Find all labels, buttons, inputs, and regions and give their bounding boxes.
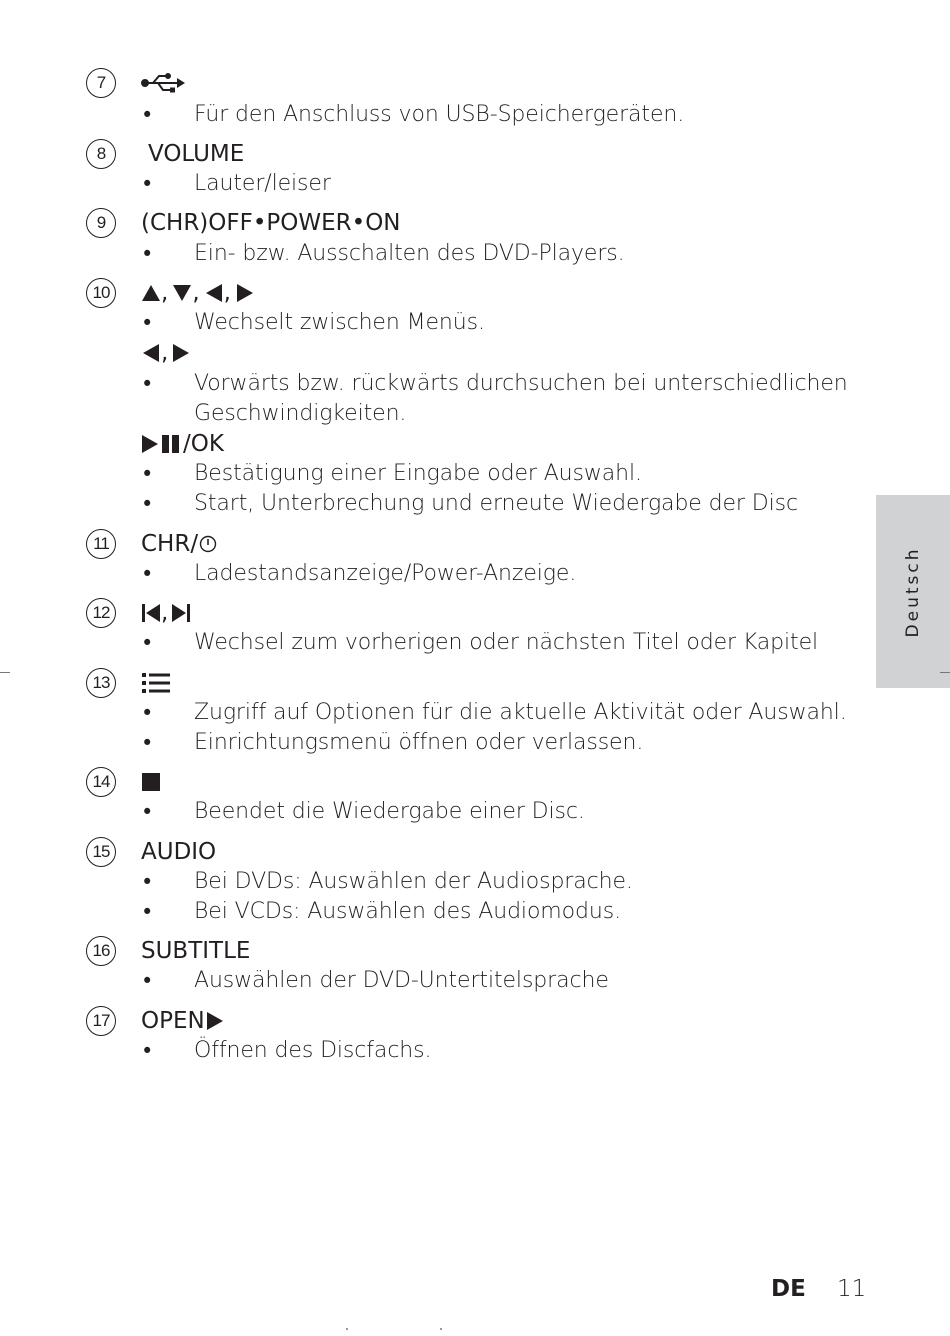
item-8-heading: VOLUME [148, 141, 245, 167]
bullet: • [141, 372, 154, 396]
item-7-bullet-1: Für den Anschluss von USB-Speichergeräten. [194, 102, 685, 127]
item-17-heading-text: OPEN [141, 1008, 205, 1034]
item-9-bullet-1: Ein- bzw. Ausschalten des DVD-Players. [194, 241, 625, 266]
separator: , [161, 280, 169, 306]
play-pause-icon [141, 434, 183, 454]
item-number-15: 15 [86, 837, 116, 867]
usb-icon [141, 68, 185, 98]
power-icon [199, 535, 217, 553]
bullet: • [141, 800, 154, 824]
item-13-bullet-1: Zugriff auf Optionen für die aktuelle Aktivität oder Auswahl. [194, 700, 847, 725]
language-tab [876, 495, 950, 688]
item-number-7: 7 [86, 68, 116, 98]
item-number-16: 16 [86, 936, 116, 966]
item-number-11: 11 [86, 529, 116, 559]
bullet: • [141, 631, 154, 655]
bullet: • [141, 462, 154, 486]
item-12-bullet-1: Wechsel zum vorherigen oder nächsten Titel oder Kapitel [194, 630, 819, 655]
item-number-17: 17 [86, 1006, 116, 1036]
bullet: • [141, 969, 154, 993]
item-10-sub-bullet-1-cont: Geschwindigkeiten. [194, 401, 407, 426]
item-16-bullet-1: Auswählen der DVD-Untertitelsprache [194, 968, 609, 993]
bullet: • [141, 311, 154, 335]
bullet: • [141, 731, 154, 755]
bullet: • [141, 1039, 154, 1063]
item-16-heading: SUBTITLE [141, 938, 251, 964]
separator: , [161, 600, 169, 626]
bullet: • [141, 701, 154, 725]
options-list-icon [141, 668, 171, 698]
item-11-heading-text: CHR/ [141, 531, 199, 557]
item-17-heading [141, 1006, 225, 1036]
item-15-heading: AUDIO [141, 839, 217, 865]
stop-icon [141, 767, 161, 797]
item-number-12: 12 [86, 598, 116, 628]
item-number-9: 9 [86, 208, 116, 238]
language-tab-label: Deutsch [903, 546, 923, 637]
item-number-13: 13 [86, 668, 116, 698]
item-11-bullet-1: Ladestandsanzeige/Power-Anzeige. [194, 561, 577, 586]
item-10-play-bullet-2: Start, Unterbrechung und erneute Wiedergabe der Disc [194, 491, 798, 516]
play-pause-ok-heading [141, 429, 224, 459]
print-mark [440, 1328, 442, 1330]
item-8-bullet-1: Lauter/leiser [194, 171, 331, 196]
bullet: • [141, 900, 154, 924]
navigation-arrows-icon [141, 278, 255, 308]
crop-mark-right [940, 672, 950, 673]
item-number-10: 10 [86, 278, 116, 308]
item-10-play-bullet-1: Bestätigung einer Eingabe oder Auswahl. [194, 461, 642, 486]
print-mark [346, 1328, 348, 1330]
previous-next-icon [141, 598, 191, 628]
bullet: • [141, 492, 154, 516]
ok-label: /OK [183, 431, 224, 457]
item-10-sub-bullet-1: Vorwärts bzw. rückwärts durchsuchen bei unterschiedlichen [194, 371, 848, 396]
separator: , [161, 340, 169, 366]
left-right-arrows-icon [141, 338, 191, 368]
separator: , [192, 280, 200, 306]
item-10-bullet-1: Wechselt zwischen Menüs. [194, 310, 485, 335]
item-number-8: 8 [86, 139, 116, 169]
bullet: • [141, 103, 154, 127]
eject-icon [205, 1011, 225, 1031]
item-15-bullet-2: Bei VCDs: Auswählen des Audiomodus. [194, 899, 621, 924]
bullet: • [141, 242, 154, 266]
page-number: 11 [837, 1276, 867, 1302]
bullet: • [141, 172, 154, 196]
item-14-bullet-1: Beendet die Wiedergabe einer Disc. [194, 799, 585, 824]
bullet: • [141, 870, 154, 894]
item-number-14: 14 [86, 767, 116, 797]
footer-language: DE [771, 1276, 806, 1302]
bullet: • [141, 562, 154, 586]
item-11-heading [141, 529, 217, 559]
item-9-heading: (CHR)OFF•POWER•ON [141, 210, 401, 236]
crop-mark-left [0, 672, 10, 673]
item-15-bullet-1: Bei DVDs: Auswählen der Audiosprache. [194, 869, 633, 894]
separator: , [223, 280, 231, 306]
item-13-bullet-2: Einrichtungsmenü öffnen oder verlassen. [194, 730, 644, 755]
item-17-bullet-1: Öffnen des Discfachs. [194, 1038, 432, 1063]
